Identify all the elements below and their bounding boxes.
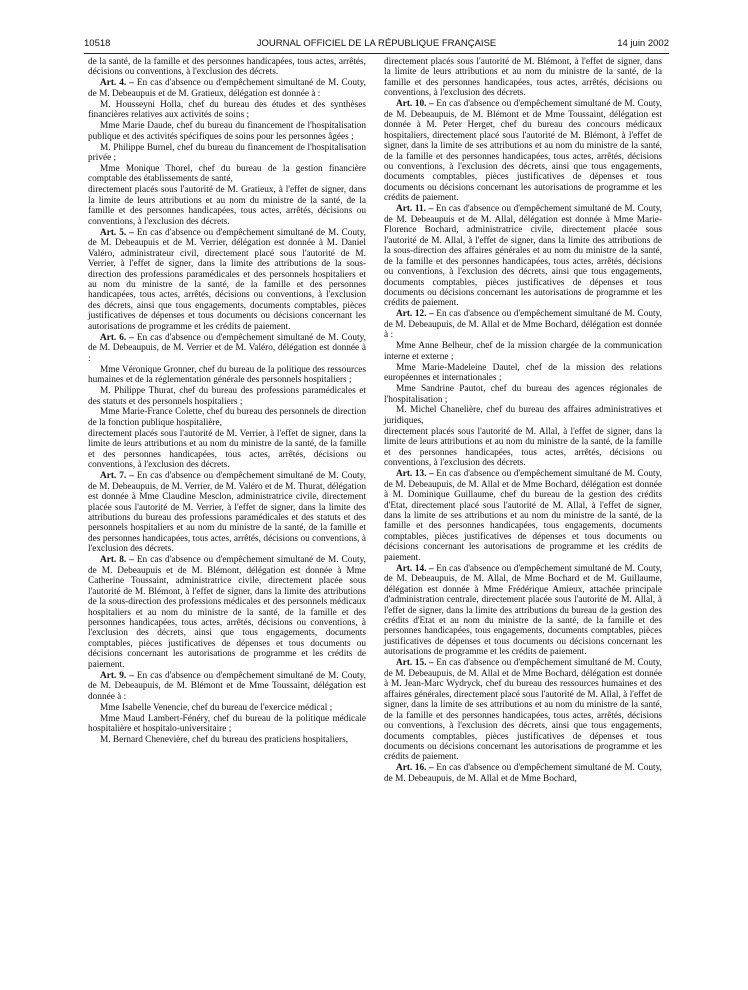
header-rule — [84, 53, 669, 54]
paragraph — [88, 78, 366, 99]
paragraph — [88, 185, 366, 227]
paragraph-text: Mme Véronique Gronner, chef du bureau de la politique des ressources humaines et de la réglementation générale des personnels hospitaliers ; — [88, 364, 366, 386]
article-number: Art. 11. – — [396, 204, 434, 215]
paragraph-text: Mme Marie-Madeleine Dautel, chef de la mission des relations européennes et internationales ; — [384, 362, 662, 384]
paragraph — [384, 564, 662, 658]
paragraph-text: Mme Sandrine Pautot, chef du bureau des agences régionales de l'hospitalisation ; — [384, 384, 662, 405]
paragraph — [88, 143, 366, 164]
paragraph-text: directement placés sous l'autorité de M. Allal, à l'effet de signer, dans la limite de leurs attributions et au nom du ministre de la santé, de la famille et des personnes handicapées, tous actes, arrêtés, décisions ou conventions, à l'exclusion des décrets. — [384, 426, 662, 469]
paragraph-text: directement placés sous l'autorité de M. Verrier, à l'effet de signer, dans la limite de leurs attributions et au nom du ministre de la santé, de la famille et des personnes handicapées, tous actes, arrêtés, décisions ou conventions, à l'exclusion des décrets. — [88, 428, 366, 471]
paragraph — [88, 714, 366, 735]
paragraph-text: En cas d'absence ou d'empêchement simultané de M. Couty, de M. Debeaupuis, de M. Allal et de Mme Bochard, délégation est donnée à M. Dominique Guillaume, chef du bureau de la gestion des crédits d'Etat, directement placé sous l'autorité de M. Allal, à l'effet de signer, dans la limite de ses attributions et au nom du ministre de la santé, de la famille et des personnes handicapées, tous engagements, documents comptables, pièces justificatives de dépenses et tous documents ou décisions concernant les autorisations de programme et les crédits de paiement. — [384, 469, 662, 563]
paragraph — [88, 407, 366, 428]
paragraph-text: En cas d'absence ou d'empêchement simultané de M. Couty, de M. Debeaupuis, de M. Verrier et de M. Valéro, délégation est donnée à : — [88, 332, 366, 364]
article-number: Art. 14. – — [396, 563, 434, 574]
paragraph — [88, 100, 366, 121]
paragraph — [384, 384, 662, 405]
paragraph — [88, 57, 366, 78]
right-column — [384, 57, 662, 785]
article-number: Art. 5. – — [100, 227, 134, 238]
paragraph — [384, 405, 662, 426]
paragraph-text: En cas d'absence ou d'empêchement simultané de M. Couty, de M. Debeaupuis, de M. Blémont et de Mme Toussaint, délégation est donnée à M. Peter Herget, chef du bureau des concours médicaux hospitaliers, directement placé sous l'autorité de M. Blémont, à l'effet de signer, dans la limite de ses attributions et au nom du ministre de la santé, de la famille et des personnes handicapées, tous actes, arrêtés, décisions ou conventions, à l'exclusion des décrets, ainsi que tous engagements, documents comptables, pièces justificatives de dépenses et tous documents ou décisions concernant les autorisations de programme et les crédits de paiement. — [384, 99, 662, 204]
paragraph-text: En cas d'absence ou d'empêchement simultané de M. Couty, de M. Debeaupuis, de M. Allal et de Mme Bochard, délégation est donnée à : — [384, 309, 662, 341]
paragraph — [88, 471, 366, 555]
paragraph-text: directement placés sous l'autorité de M. Blémont, à l'effet de signer, dans la limite de leurs attributions et au nom du ministre de la santé, de la famille et des personnes handicapées, tous actes, arrêtés, décisions ou conventions, à l'exclusion des décrets. — [384, 57, 662, 99]
left-column — [88, 57, 366, 746]
article-number: Art. 13. – — [396, 469, 434, 480]
paragraph — [384, 57, 662, 99]
paragraph-text: En cas d'absence ou d'empêchement simultané de M. Couty, de M. Debeaupuis, de M. Allal et de Mme Bochard, délégation est donnée à M. Jean-Marc Wydryck, chef du bureau des ressources humaines et des affaires générales, directement placé sous l'autorité de M. Allal, à l'effet de signer, dans la limite de ses attributions et au nom du ministre de la santé, de la famille et des personnes handicapées, tous actes, arrêtés, décisions ou conventions, à l'exclusion des décrets, ainsi que tous engagements, documents comptables, pièces justificatives de dépenses et tous documents ou décisions concernant les autorisations de programme et les crédits de paiement. — [384, 658, 662, 763]
paragraph — [384, 469, 662, 563]
paragraph — [88, 671, 366, 702]
paragraph-text: Mme Marie-France Colette, chef du bureau des personnels de direction de la fonction publique hospitalière, — [88, 407, 366, 428]
paragraph-text: En cas d'absence ou d'empêchement simultané de M. Couty, de M. Debeaupuis et de M. Verrier, délégation est donnée à M. Daniel Valéro, administrateur civil, directement placé sous l'autorité de M. Verrier, à l'effet de signer, dans la limite des attributions de la sous-direction des professions paramédicales et des personnels hospitaliers et au nom du ministre de la santé, de la famille et des personnes handicapées, tous actes, arrêtés, décisions ou conventions, à l'exclusion des décrets, ainsi que tous engagements, documents comptables, pièces justificatives de dépenses et tous documents ou décisions concernant les autorisations de programme et les crédits de paiement. — [88, 227, 366, 332]
paragraph — [384, 658, 662, 763]
paragraph — [88, 228, 366, 333]
paragraph-text: Mme Isabelle Venencie, chef du bureau de l'exercice médical ; — [100, 702, 333, 713]
paragraph — [88, 555, 366, 670]
paragraph — [384, 204, 662, 309]
article-number: Art. 4. – — [100, 78, 134, 89]
journal-title: JOURNAL OFFICIEL DE LA RÉPUBLIQUE FRANÇAISE — [256, 38, 497, 49]
paragraph-text: Mme Maud Lambert-Fénéry, chef du bureau de la politique médicale hospitalière et hospitalo-universitaire ; — [88, 713, 366, 735]
paragraph-text: M. Philippe Burnel, chef du bureau du financement de l'hospitalisation privée ; — [88, 142, 366, 164]
paragraph-text: directement placés sous l'autorité de M. Gratieux, à l'effet de signer, dans la limite de leurs attributions et au nom du ministre de la santé, de la famille et des personnes handicapées, tous actes, arrêtés, décisions ou conventions, à l'exclusion des décrets. — [88, 185, 366, 227]
article-number: Art. 7. – — [100, 471, 134, 482]
paragraph — [88, 164, 366, 185]
paragraph-text: En cas d'absence ou d'empêchement simultané de M. Couty, de M. Debeaupuis et de M. Gratieux, délégation est donnée à : — [88, 78, 366, 99]
paragraph-text: En cas d'absence ou d'empêchement simultané de M. Couty, de M. Debeaupuis, de M. Allal, de Mme Bochard et de M. Guillaume, délégation est donnée à Mme Frédérique Amieux, attachée principale d'administration centrale, directement placée sous l'autorité de M. Allal, à l'effet de signer, dans la limite des attributions du bureau de la gestion des crédits d'Etat et au nom du ministre de la santé, de la famille et des personnes handicapées, tous engagements, documents comptables, pièces justificatives de dépenses et tous documents ou décisions concernant les autorisations de programme et les crédits de paiement. — [384, 563, 662, 658]
paragraph — [88, 365, 366, 386]
page-header — [84, 38, 669, 52]
paragraph-text: En cas d'absence ou d'empêchement simultané de M. Couty, de M. Debeaupuis et de M. Blémont, délégation est donnée à Mme Catherine Toussaint, administratrice civile, directement placée sous l'autorité de M. Blémont, à l'effet de signer, dans la limite des attributions de la sous-direction des professions médicales et des personnels médicaux hospitaliers et au nom du ministre de la santé, de la famille et des personnes handicapées, tous actes, arrêtés, décisions ou conventions, à l'exclusion des décrets, ainsi que tous engagements, documents comptables, pièces justificatives de dépenses et tous documents ou décisions concernant les autorisations de programme et les crédits de paiement. — [88, 555, 366, 670]
paragraph — [384, 363, 662, 384]
paragraph-text: M. Michel Chanelière, chef du bureau des affaires administratives et juridiques, — [384, 405, 662, 426]
paragraph-text: M. Philippe Thurat, chef du bureau des professions paramédicales et des statuts et des personnels hospitaliers ; — [88, 386, 366, 407]
paragraph-text: Mme Marie Daude, chef du bureau du financement de l'hospitalisation publique et des activités spécifiques de soins pour les personnes âgées ; — [88, 121, 366, 142]
paragraph — [88, 333, 366, 364]
paragraph — [384, 341, 662, 362]
paragraph — [384, 309, 662, 340]
paragraph-text: En cas d'absence ou d'empêchement simultané de M. Couty, de M. Debeaupuis et de M. Allal, délégation est donnée à Mme Marie-Florence Bochard, administratrice civile, directement placée sous l'autorité de M. Allal, à l'effet de signer, dans la limite des attributions de la sous-direction des affaires générales et au nom du ministre de la santé, de la famille et des personnes handicapées, tous actes, arrêtés, décisions ou conventions, à l'exclusion des décrets, ainsi que tous engagements, documents comptables, pièces justificatives de dépenses et tous documents ou décisions concernant les autorisations de programme et les crédits de paiement. — [384, 204, 662, 309]
article-number: Art. 16. – — [396, 763, 434, 774]
paragraph-text: Mme Anne Belheur, chef de la mission chargée de la communication interne et externe ; — [384, 341, 662, 362]
page-number: 10518 — [84, 38, 111, 49]
paragraph — [88, 703, 366, 713]
paragraph-text: En cas d'absence ou d'empêchement simultané de M. Couty, de M. Debeaupuis, de M. Verrier, de M. Valéro et de M. Thurat, délégation est donnée à Mme Claudine Mesclon, administratrice civile, directement placée sous l'autorité de M. Verrier, à l'effet de signer, dans la limite des attributions du bureau des professions paramédicales et des statuts et des personnels hospitaliers et au nom du ministre de la santé, de la famille et des personnes handicapées, tous actes, arrêtés, décisions ou conventions, à l'exclusion des décrets. — [88, 471, 366, 555]
article-number: Art. 9. – — [100, 670, 134, 681]
article-number: Art. 6. – — [100, 332, 134, 343]
issue-date: 14 juin 2002 — [617, 38, 669, 49]
paragraph — [88, 386, 366, 407]
paragraph — [88, 429, 366, 471]
paragraph-text: En cas d'absence ou d'empêchement simultané de M. Couty, de M. Debeaupuis, de M. Allal et de Mme Bochard, — [384, 763, 662, 784]
paragraph — [384, 763, 662, 784]
article-number: Art. 12. – — [396, 309, 434, 320]
paragraph — [88, 735, 366, 745]
paragraph-text: En cas d'absence ou d'empêchement simultané de M. Couty, de M. Debeaupuis, de M. Blémont et de Mme Toussaint, délégation est donnée à : — [88, 670, 366, 702]
paragraph-text: M. Housseyni Holla, chef du bureau des études et des synthèses financières relatives aux activités de soins ; — [88, 99, 366, 121]
article-number: Art. 10. – — [396, 99, 434, 110]
article-number: Art. 8. – — [100, 555, 134, 566]
paragraph — [88, 121, 366, 142]
paragraph-text: Mme Monique Thorel, chef du bureau de la gestion financière comptable des établissements de santé, — [88, 164, 366, 185]
paragraph — [384, 99, 662, 204]
paragraph — [384, 427, 662, 469]
article-number: Art. 15. – — [396, 658, 434, 669]
paragraph-text: M. Bernard Chenevière, chef du bureau des praticiens hospitaliers, — [100, 735, 349, 745]
paragraph-text: de la santé, de la famille et des personnes handicapées, tous actes, arrêtés, décisions ou conventions, à l'exclusion des décrets. — [88, 57, 366, 78]
